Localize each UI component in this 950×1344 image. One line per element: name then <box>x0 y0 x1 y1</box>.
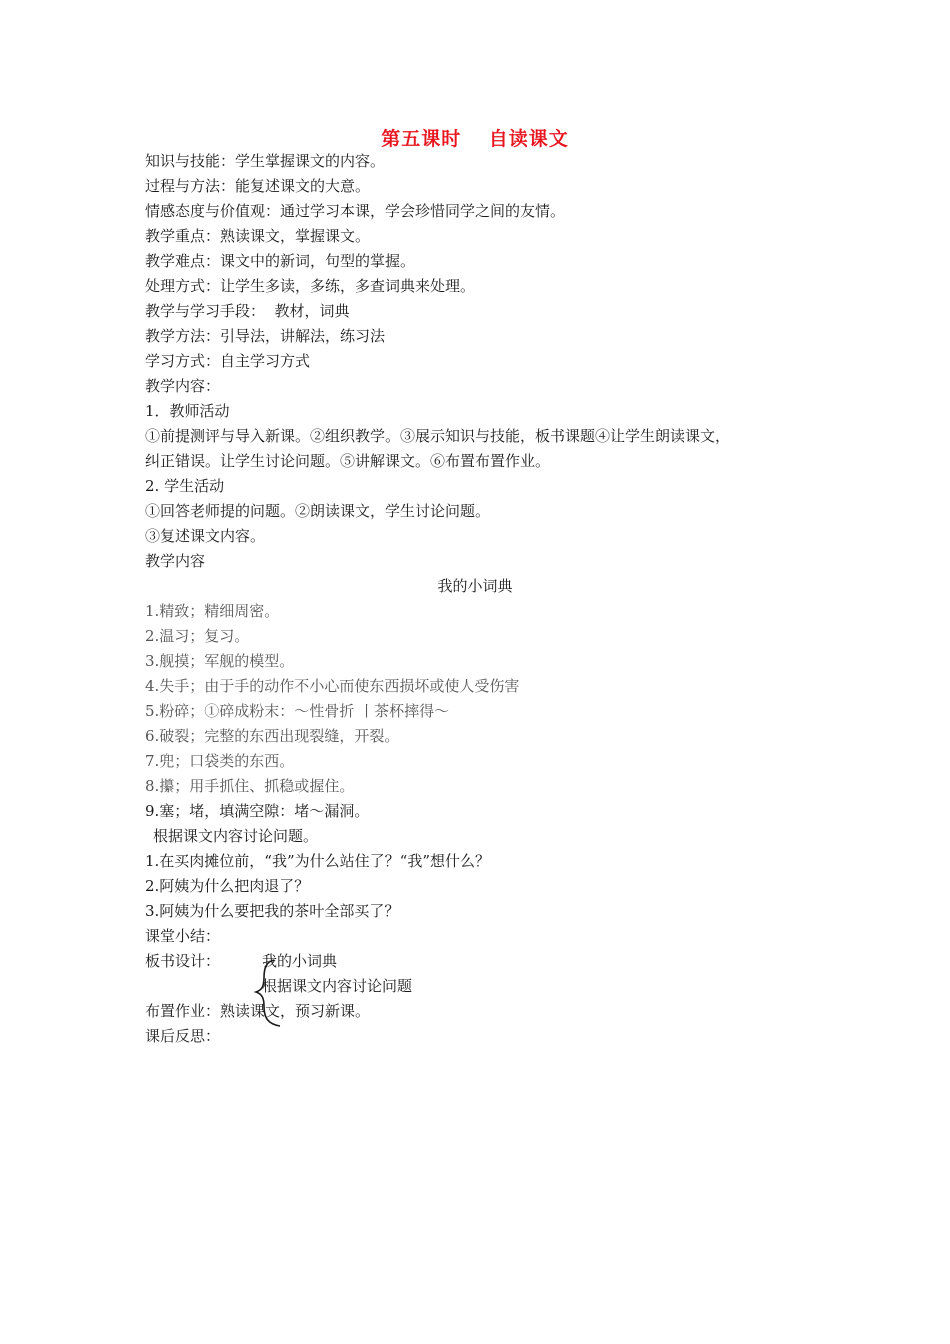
dictionary-entry: 2.温习；复习。 <box>145 627 250 645</box>
curly-brace-icon <box>252 958 292 1030</box>
teaching-tools: 教学与学习手段： 教材，词典 <box>145 302 350 320</box>
discussion-intro: 根据课文内容讨论问题。 <box>153 827 319 845</box>
teaching-difficulty: 教学难点：课文中的新词，句型的掌握。 <box>145 252 416 270</box>
dictionary-entry: 7.兜；口袋类的东西。 <box>145 752 295 770</box>
lesson-body <box>145 149 825 1049</box>
board-design-spacer <box>145 974 825 999</box>
dictionary-entry: 4.失手；由于手的动作不小心而使东西损坏或使人受伤害 <box>145 677 520 695</box>
dictionary-entry: 8.攥；用手抓住、抓稳或握住。 <box>145 777 355 795</box>
dictionary-entry: 3.舰摸；军舰的模型。 <box>145 652 295 670</box>
handling-method: 处理方式：让学生多读，多练，多查词典来处理。 <box>145 277 476 295</box>
student-activity-heading: 2. 学生活动 <box>145 477 225 495</box>
dictionary-title: 我的小词典 <box>437 577 513 595</box>
student-activity-line-2: ③复述课文内容。 <box>145 527 266 545</box>
teacher-activity-line-1: ①前提测评与导入新课。②组织教学。③展示知识与技能，板书课题④让学生朗读课文， <box>145 427 731 445</box>
board-item-dictionary: 我的小词典 <box>262 952 338 970</box>
discussion-question: 1.在买肉摊位前，“我”为什么站住了？“我”想什么？ <box>145 852 490 870</box>
objective-knowledge: 知识与技能：学生掌握课文的内容。 <box>145 152 386 170</box>
class-summary-label: 课堂小结： <box>145 927 221 945</box>
discussion-question: 2.阿姨为什么把肉退了？ <box>145 877 310 895</box>
homework-line: 布置作业：熟读课文，预习新课。 <box>145 1002 371 1020</box>
dictionary-entry: 9.塞；堵，填满空隙：堵～漏洞。 <box>145 802 370 820</box>
lesson-title: 第五课时 自读课文 <box>381 128 569 150</box>
teaching-content-heading: 教学内容 <box>145 552 206 570</box>
teaching-methods: 教学方法：引导法，讲解法，练习法 <box>145 327 386 345</box>
objective-emotion: 情感态度与价值观：通过学习本课，学会珍惜同学之间的友情。 <box>145 202 566 220</box>
learning-style: 学习方式：自主学习方式 <box>145 352 311 370</box>
teaching-content-label: 教学内容： <box>145 377 221 395</box>
dictionary-entry: 5.粉碎；①碎成粉末：～性骨折 丨茶杯摔得～ <box>145 702 450 720</box>
objective-process: 过程与方法：能复述课文的大意。 <box>145 177 371 195</box>
student-activity-line-1: ①回答老师提的问题。②朗读课文，学生讨论问题。 <box>145 502 491 520</box>
dictionary-entry: 6.破裂；完整的东西出现裂缝，开裂。 <box>145 727 400 745</box>
teaching-focus: 教学重点：熟读课文，掌握课文。 <box>145 227 371 245</box>
teacher-activity-heading: 1．教师活动 <box>145 402 230 420</box>
reflection-label: 课后反思： <box>145 1027 221 1045</box>
dictionary-entry: 1.精致；精细周密。 <box>145 602 280 620</box>
discussion-question: 3.阿姨为什么要把我的茶叶全部买了？ <box>145 902 400 920</box>
board-item-discussion: 根据课文内容讨论问题 <box>262 977 413 995</box>
board-design-label: 板书设计： <box>145 952 221 970</box>
teacher-activity-line-2: 纠正错误。让学生讨论问题。⑤讲解课文。⑥布置布置作业。 <box>145 452 551 470</box>
